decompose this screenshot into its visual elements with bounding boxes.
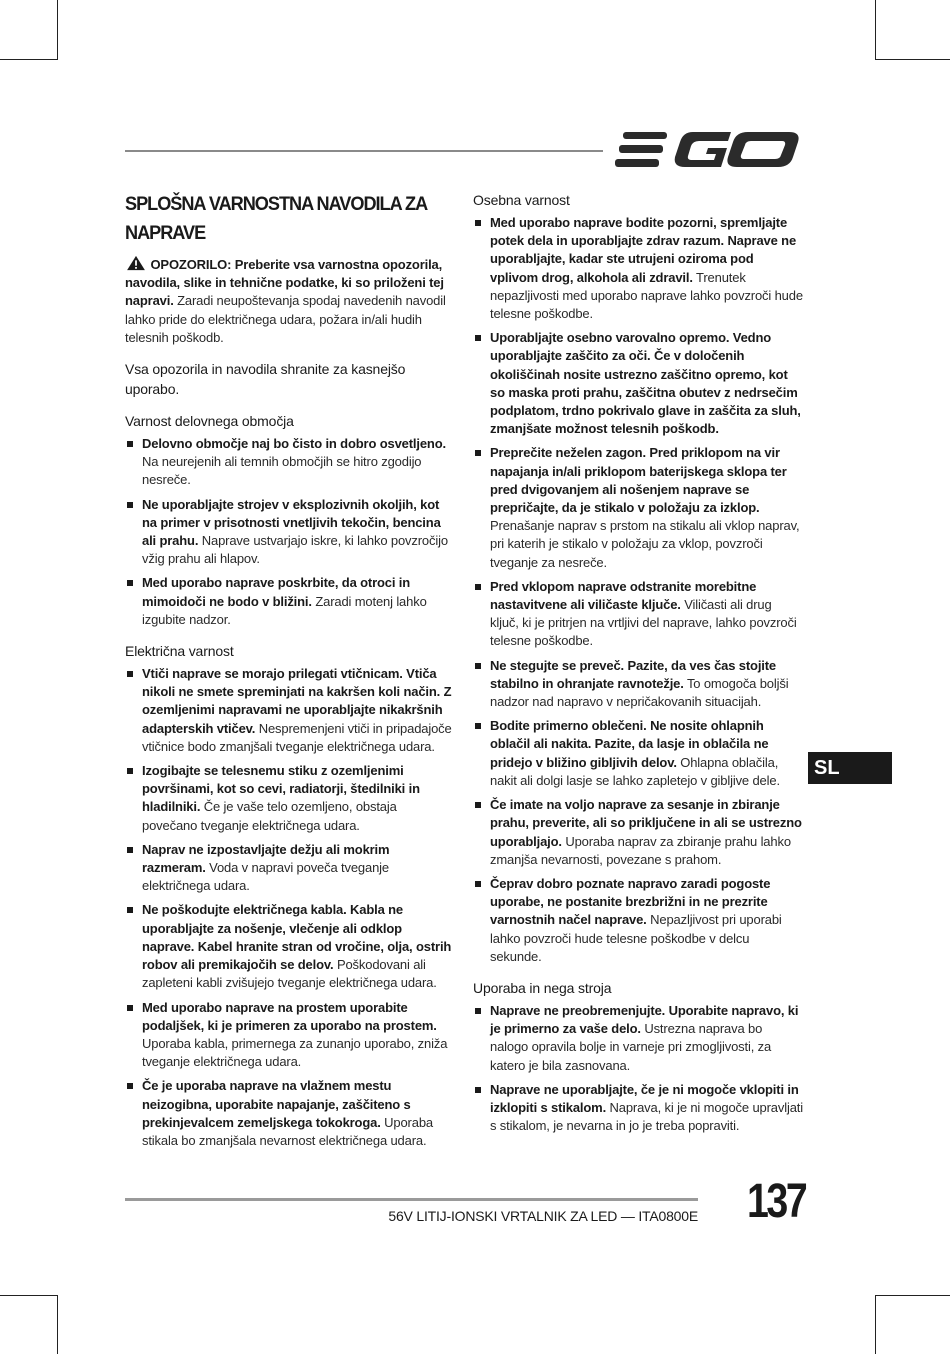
warning-label: OPOZORILO: (150, 257, 232, 272)
bullet-icon (127, 847, 133, 853)
item-text: Uporaba stikala bo zmanjšala nevarnost električnega udara. (142, 1114, 433, 1148)
list-item (125, 999, 455, 1072)
list-item (125, 841, 455, 896)
item-text: To omogoča boljši nadzor nad napravo v nepričakovanih situacijah. (490, 675, 789, 710)
item-bold: Čeprav dobro poznate napravo zaradi pogoste uporabe, ne postanite brezbrižni in ne prezrite varnostnih načel naprave. (490, 875, 771, 928)
item-text: Nespremenjeni vtiči in pripadajoče vtičnice bodo zmanjšali tveganje električnega udara. (142, 720, 452, 754)
item-text: Uporaba naprav za zbiranje prahu lahko zmanjša nevarnosti, povezane s prahom. (490, 833, 791, 867)
list-item (125, 435, 455, 490)
bullet-list (125, 665, 455, 1150)
item-text: Nepazljivost pri uporabi lahko povzroči hude telesne poškodbe v delcu sekunde. (490, 912, 782, 964)
item-text: Naprave ustvarjajo iskre, ki lahko povzročijo vžig prahu ali hlapov. (142, 533, 448, 567)
list-item (125, 496, 455, 569)
bullet-icon (127, 502, 133, 508)
item-bold: Naprav ne izpostavljajte dežju ali mokrim razmeram. (142, 841, 390, 876)
list-item (125, 574, 455, 629)
item-bold: Če imate na voljo naprave za sesanje in zbiranje prahu, preverite, ali so priključene in ali se ustrezno uporabljajo. (490, 797, 802, 849)
bullet-icon (475, 1008, 481, 1014)
header-rule (125, 150, 603, 152)
footer-rule (125, 1198, 698, 1201)
list-item (125, 665, 455, 756)
bullet-icon (475, 881, 481, 887)
crop-mark (875, 59, 950, 60)
list-item (473, 1081, 803, 1136)
crop-mark (57, 1295, 58, 1354)
item-text: Ustrezna naprava bo nalogo opravila bolje in varneje pri zmogljivosti, za katero je bila zasnovana. (490, 1021, 772, 1073)
list-item (125, 901, 455, 992)
crop-mark (0, 59, 58, 60)
bullet-icon (127, 441, 133, 447)
section-heading: Osebna varnost (473, 192, 570, 208)
list-item (473, 444, 803, 571)
list-item (473, 1002, 803, 1075)
bullet-icon (475, 723, 481, 729)
section-heading: Uporaba in nega stroja (473, 979, 612, 996)
item-text: Naprava, ki je ni mogoče upravljati s stikalom, je nevarna in jo je treba popraviti. (490, 1099, 803, 1134)
bullet-icon (127, 671, 133, 677)
item-bold: Med uporabo naprave bodite pozorni, spremljajte potek dela in uporabljajte zdrav razum. Naprave ne uporabljajte, kadar ste utrujeni oziroma pod vplivom drog, alkohola ali zdravil. (490, 215, 797, 285)
save-note: Vsa opozorila in navodila shranite za kasnejšo uporabo. (125, 361, 406, 398)
item-bold: Ne stegujte se preveč. Pazite, da ves čas stojite stabilno in ohranjate ravnotežje. (490, 657, 777, 691)
list-item (125, 762, 455, 835)
list-item (473, 717, 803, 790)
item-bold: Bodite primerno oblečeni. Ne nosite ohlapnih oblačil ali nakita. Pazite, da lasje in oblačila ne pridejo v bližino gibljivih delov. (490, 718, 769, 770)
item-bold: Preprečite neželen zagon. Pred priklopom na vir napajanja in/ali priklopom baterijskega sklopa ter pred dvigovanjem ali nošenjem naprave se prepričajte, da je stikalo v položaju za izklop. (490, 445, 787, 516)
item-bold: Če je uporaba naprave na vlažnem mestu neizogibna, uporabite napajanje, zaščiteno s prekinjevalcem zemeljskega tokokroga. (142, 1078, 411, 1130)
item-text: Voda v napravi poveča tveganje električnega udara. (142, 860, 389, 894)
right-column (473, 190, 803, 1141)
bullet-icon (475, 584, 481, 590)
section-heading: Električna varnost (125, 643, 234, 660)
list-item (473, 214, 803, 323)
list-item (473, 796, 803, 869)
item-bold: Uporabljajte osebno varovalno opremo. Vedno uporabljajte zaščito za oči. Če v določenih okoliščinah nosite ustrezno zaščitno opremo, kot so maska proti prahu, zaščitna obutev z nedrsečim podplatom, trdno pokrivalo glave in zaščita za sluh, zmanjšate možnost telesnih poškodb. (490, 330, 801, 437)
bullet-icon (127, 580, 133, 586)
bullet-list (473, 214, 803, 966)
left-column (125, 190, 455, 1156)
footer-text: 56V LITIJ-IONSKI VRTALNIK ZA LED — ITA0800E (388, 1208, 698, 1224)
list-item (473, 329, 803, 438)
bullet-list (125, 435, 455, 629)
crop-mark (57, 0, 58, 60)
item-text: Uporaba kabla, primernega za zunanjo uporabo, zniža tveganje električnega udara. (142, 1035, 448, 1070)
crop-mark (875, 1295, 950, 1296)
bullet-icon (475, 335, 481, 341)
bullet-icon (127, 1005, 133, 1011)
item-bold: Naprave ne preobremenjujte. Uporabite napravo, ki je primerno za vaše delo. (490, 1002, 799, 1037)
item-text: Če je vaše telo ozemljeno, obstaja povečano tveganje električnega udara. (142, 799, 397, 833)
item-text: Ohlapna oblačila, nakit ali dolgi lasje se lahko zapletejo v gibljive dele. (490, 754, 780, 788)
warning-block (125, 255, 455, 347)
bullet-icon (127, 907, 133, 913)
warning-text: Zaradi neupoštevanja spodaj navedenih navodil lahko pride do električnega udara, požara in/ali hudih telesnih poškodb. (125, 293, 446, 345)
item-text: Zaradi motenj lahko izgubite nadzor. (142, 593, 427, 627)
item-bold: Pred vklopom naprave odstranite morebitne nastavitvene ali viličaste ključe. (490, 578, 757, 613)
item-bold: Ne poškodujte električnega kabla. Kabla ne uporabljajte za nošenje, vlečenje ali odklop naprave. Kabel hranite stran od vročine, olja, ostrih robov ali premikajočih se delov. (142, 902, 452, 973)
section-heading: Varnost delovnega območja (125, 413, 294, 430)
bullet-icon (475, 450, 481, 456)
page-title: SPLOŠNA VARNOSTNA NAVODILA ZA NAPRAVE (125, 193, 427, 244)
page-number: 137 (747, 1175, 806, 1228)
item-bold: Med uporabo naprave poskrbite, da otroci in mimoidoči ne bodo v bližini. (142, 575, 411, 609)
crop-mark (875, 1295, 876, 1354)
bullet-icon (475, 802, 481, 808)
item-bold: Delovno območje naj bo čisto in dobro osvetljeno. (142, 436, 446, 452)
item-bold: Naprave ne uporabljajte, če je ni mogoče vklopiti in izklopiti s stikalom. (490, 1081, 799, 1115)
language-tab: SL (808, 752, 892, 784)
ego-logo (615, 128, 801, 172)
item-bold: Med uporabo naprave na prostem uporabite podaljšek, ki je primeren za uporabo na prostem. (142, 999, 437, 1033)
item-text: Prenašanje naprav s prstom na stikalu ali vklop naprav, pri katerih je stikalo v položaju za vklop, povzroči tveganje za nesreče. (490, 518, 800, 570)
bullet-icon (475, 1087, 481, 1093)
crop-mark (875, 0, 876, 60)
bullet-list (473, 1002, 803, 1135)
item-text: Trenutek nepazljivosti med uporabo naprave lahko povzroči hude telesne poškodbe. (490, 269, 803, 322)
item-text: Na neurejenih ali temnih območjih se hitro zgodijo nesreče. (142, 454, 422, 488)
item-bold: Izogibajte se telesnemu stiku z ozemljenimi površinami, kot so cevi, radiatorji, štedilniki in hladilniki. (142, 763, 420, 815)
bullet-icon (127, 768, 133, 774)
list-item (125, 1077, 455, 1150)
list-item (473, 875, 803, 966)
list-item (473, 578, 803, 651)
bullet-icon (475, 220, 481, 226)
item-bold: Ne uporabljajte strojev v eksplozivnih okoljih, kot na primer v prisotnosti vnetljivih tekočin, bencina ali prahu. (142, 496, 441, 549)
item-text: Viličasti ali drug ključ, ki je pritrjen na vrtljivi del naprave, lahko povzroči telesne poškodbe. (490, 597, 797, 649)
item-text: Poškodovani ali zapleteni kabli zvišujejo tveganje električnega udara. (142, 957, 437, 991)
list-item (473, 657, 803, 712)
warning-triangle-icon (125, 255, 147, 271)
bullet-icon (127, 1083, 133, 1089)
item-bold: Vtiči naprave se morajo prilegati vtičnicam. Vtiča nikoli ne smete spreminjati na kakršen koli način. Z ozemljenimi napravami ne uporabljajte nikakršnih adapterskih vtičev. (142, 666, 452, 736)
warning-bold-text: Preberite vsa varnostna opozorila, navodila, slike in tehnične podatke, ki so priloženi tej napravi. (125, 257, 444, 309)
crop-mark (0, 1295, 58, 1296)
bullet-icon (475, 663, 481, 669)
